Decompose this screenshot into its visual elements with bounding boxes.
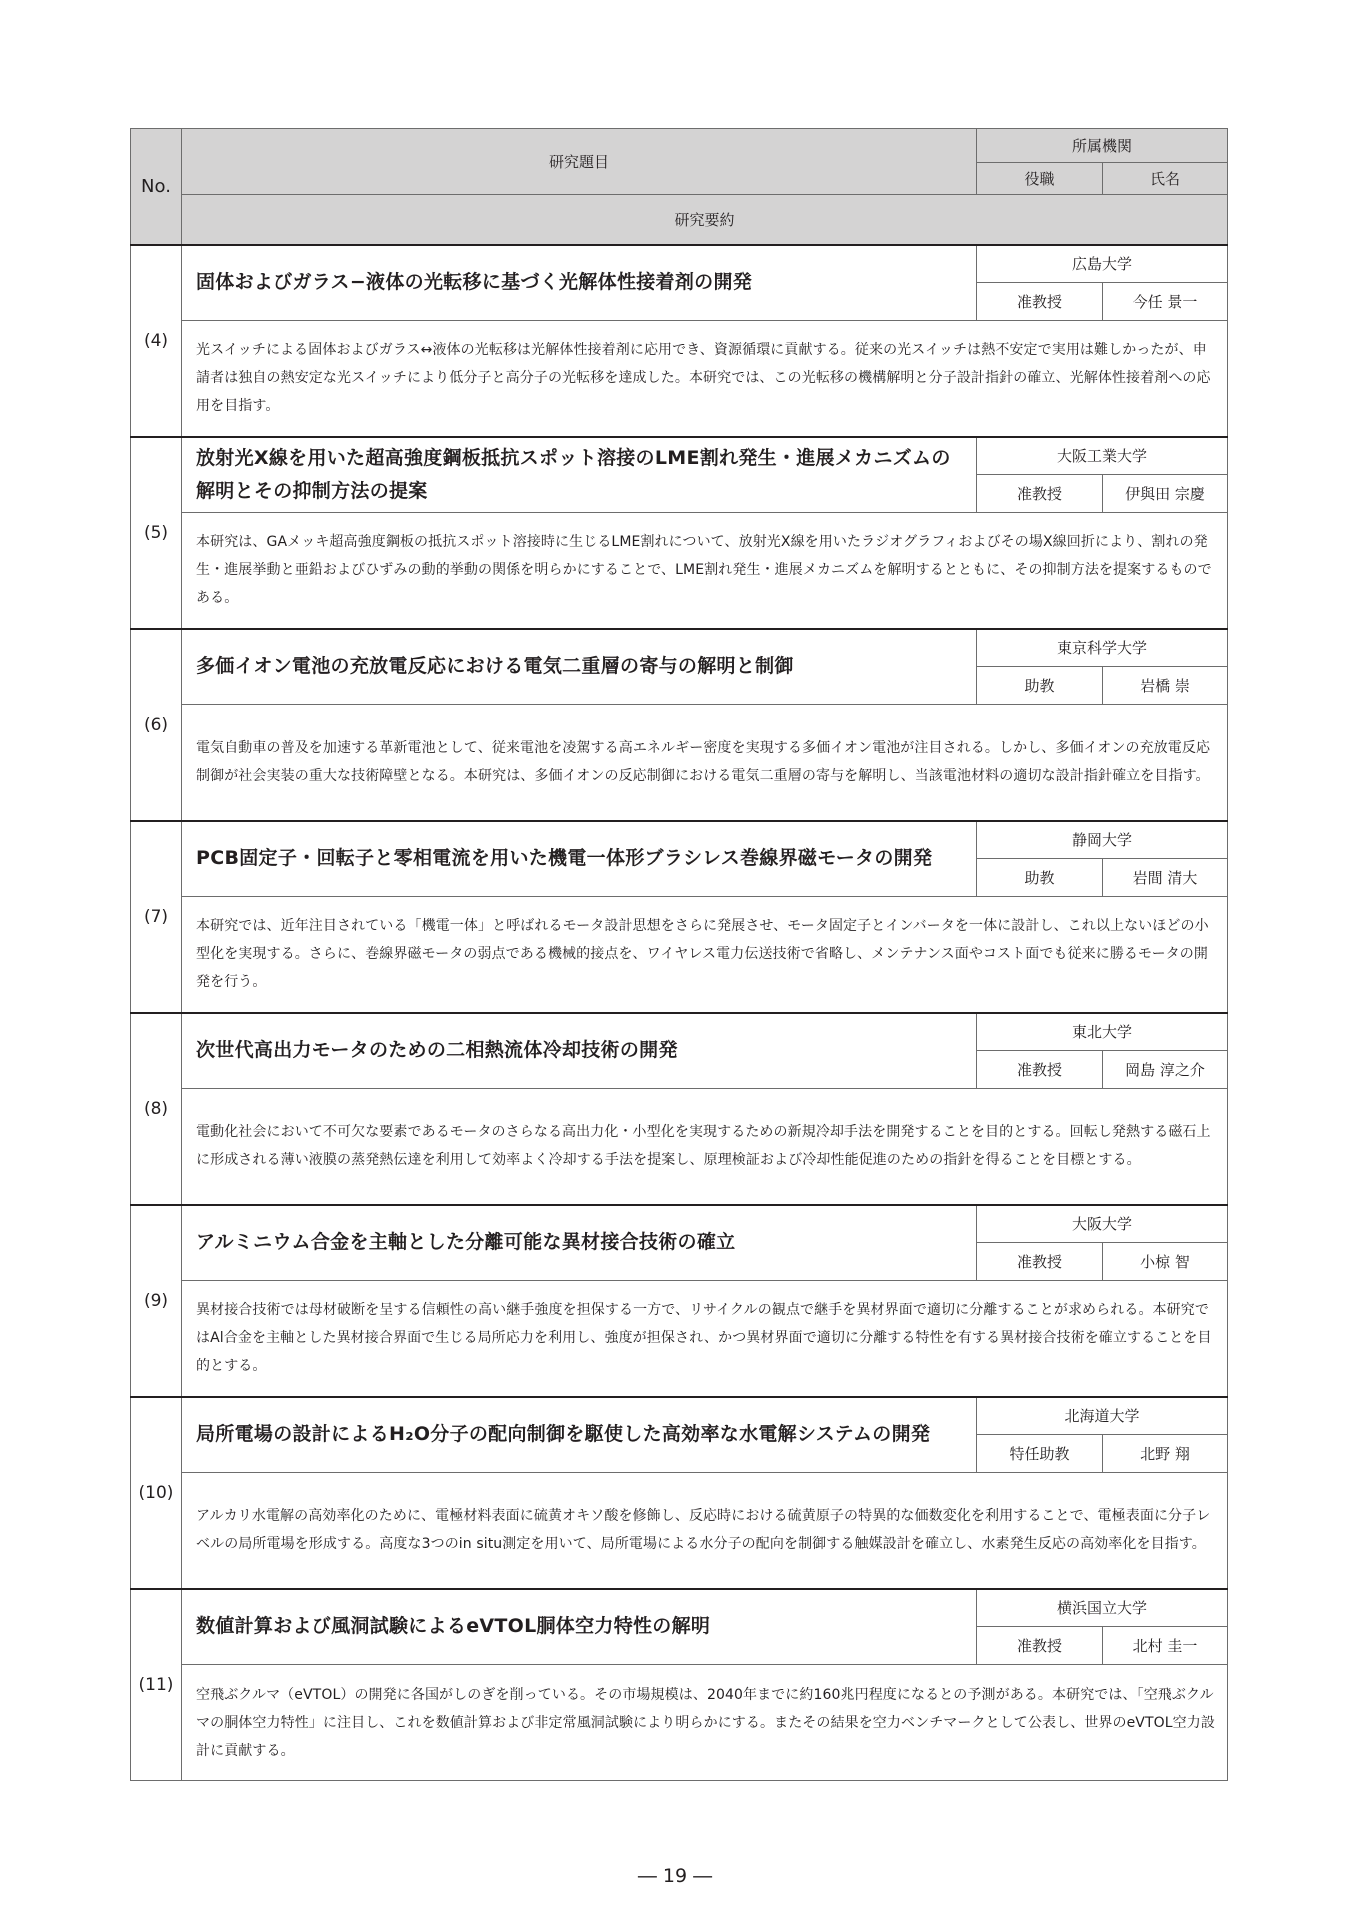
entry-institution: 大阪大学: [977, 1205, 1228, 1243]
entry-position: 准教授: [977, 475, 1103, 513]
entry-row: [131, 1205, 1228, 1243]
entry-summary: 本研究では、近年注目されている「機電一体」と呼ばれるモータ設計思想をさらに発展させ、モータ固定子とインバータを一体に設計し、これ以上ないほどの小型化を実現する。さらに、巻線界磁モータの弱点である機械的接点を、ワイヤレス電力伝送技術で省略し、メンテナンス面やコスト面でも従来に勝るモータの開発を行う。: [182, 897, 1228, 1013]
entry-summary: 電気自動車の普及を加速する革新電池として、従来電池を凌駕する高エネルギー密度を実現する多価イオン電池が注目される。しかし、多価イオンの充放電反応制御が社会実装の重大な技術障壁となる。本研究は、多価イオンの反応制御における電気二重層の寄与を解明し、当該電池材料の適切な設計指針確立を目指す。: [182, 705, 1228, 821]
header-name: 氏名: [1103, 163, 1228, 195]
entry-number: (7): [131, 821, 182, 1013]
entry-position: 助教: [977, 667, 1103, 705]
entry-institution: 東北大学: [977, 1013, 1228, 1051]
entry-number: (11): [131, 1589, 182, 1781]
entry-position: 助教: [977, 859, 1103, 897]
entry-institution: 大阪工業大学: [977, 437, 1228, 475]
entry-summary: 電動化社会において不可欠な要素であるモータのさらなる高出力化・小型化を実現するための新規冷却手法を開発することを目的とする。回転し発熱する磁石上に形成される薄い液膜の蒸発熱伝達を利用して効率よく冷却する手法を提案し、原理検証および冷却性能促進のための指針を得ることを目標とする。: [182, 1089, 1228, 1205]
entry-number: (4): [131, 245, 182, 437]
entry-institution: 北海道大学: [977, 1397, 1228, 1435]
entry-summary: 光スイッチによる固体およびガラス↔液体の光転移は光解体性接着剤に応用でき、資源循環に貢献する。従来の光スイッチは熱不安定で実用は難しかったが、申請者は独自の熱安定な光スイッチにより低分子と高分子の光転移を達成した。本研究では、この光転移の機構解明と分子設計指針の確立、光解体性接着剤への応用を目指す。: [182, 321, 1228, 437]
entry-number: (6): [131, 629, 182, 821]
research-table: [130, 128, 1228, 1781]
entry-title: アルミニウム合金を主軸とした分離可能な異材接合技術の確立: [182, 1205, 977, 1281]
header-institution: 所属機関: [977, 129, 1228, 163]
entry-position: 准教授: [977, 283, 1103, 321]
entry-row: [131, 629, 1228, 667]
entry-title: 固体およびガラス−液体の光転移に基づく光解体性接着剤の開発: [182, 245, 977, 321]
header-title: 研究題目: [182, 129, 977, 195]
entry-row: [131, 1397, 1228, 1435]
entry-row: [131, 1013, 1228, 1051]
entry-title: PCB固定子・回転子と零相電流を用いた機電一体形ブラシレス巻線界磁モータの開発: [182, 821, 977, 897]
entry-title: 次世代高出力モータのための二相熱流体冷却技術の開発: [182, 1013, 977, 1089]
entry-institution: 横浜国立大学: [977, 1589, 1228, 1627]
header-summary: 研究要約: [182, 195, 1228, 245]
entry-summary: 異材接合技術では母材破断を呈する信頼性の高い継手強度を担保する一方で、リサイクルの観点で継手を異材界面で適切に分離することが求められる。本研究ではAl合金を主軸とした異材接合界面で生じる局所応力を利用し、強度が担保され、かつ異材界面で適切に分離する特性を有する異材接合技術を確立することを目的とする。: [182, 1281, 1228, 1397]
entry-name: 今任 景一: [1103, 283, 1228, 321]
entry-number: (10): [131, 1397, 182, 1589]
entry-name: 小椋 智: [1103, 1243, 1228, 1281]
entry-row: [131, 245, 1228, 283]
entry-position: 准教授: [977, 1051, 1103, 1089]
entry-title: 局所電場の設計によるH₂O分子の配向制御を駆使した高効率な水電解システムの開発: [182, 1397, 977, 1473]
entry-name: 岡島 淳之介: [1103, 1051, 1228, 1089]
header-no: No.: [131, 129, 182, 245]
entry-institution: 東京科学大学: [977, 629, 1228, 667]
entry-title: 数値計算および風洞試験によるeVTOL胴体空力特性の解明: [182, 1589, 977, 1665]
header-position: 役職: [977, 163, 1103, 195]
entry-number: (5): [131, 437, 182, 629]
entry-name: 岩間 清大: [1103, 859, 1228, 897]
entry-title: 放射光X線を用いた超高強度鋼板抵抗スポット溶接のLME割れ発生・進展メカニズムの解明とその抑制方法の提案: [182, 437, 977, 513]
entry-institution: 静岡大学: [977, 821, 1228, 859]
entry-title: 多価イオン電池の充放電反応における電気二重層の寄与の解明と制御: [182, 629, 977, 705]
entry-summary: 本研究は、GAメッキ超高強度鋼板の抵抗スポット溶接時に生じるLME割れについて、放射光X線を用いたラジオグラフィおよびその場X線回折により、割れの発生・進展挙動と亜鉛およびひずみの動的挙動の関係を明らかにすることで、LME割れ発生・進展メカニズムを解明するとともに、その抑制方法を提案するものである。: [182, 513, 1228, 629]
entry-number: (8): [131, 1013, 182, 1205]
entry-position: 准教授: [977, 1243, 1103, 1281]
entry-row: [131, 1589, 1228, 1627]
entry-position: 特任助教: [977, 1435, 1103, 1473]
entry-name: 伊與田 宗慶: [1103, 475, 1228, 513]
entry-name: 岩橋 崇: [1103, 667, 1228, 705]
entry-row: [131, 437, 1228, 475]
entry-name: 北村 圭一: [1103, 1627, 1228, 1665]
entry-name: 北野 翔: [1103, 1435, 1228, 1473]
entry-summary: アルカリ水電解の高効率化のために、電極材料表面に硫黄オキソ酸を修飾し、反応時における硫黄原子の特異的な価数変化を利用することで、電極表面に分子レベルの局所電場を形成する。高度な3つのin situ測定を用いて、局所電場による水分子の配向を制御する触媒設計を確立し、水素発生反応の高効率化を目指す。: [182, 1473, 1228, 1589]
entry-row: [131, 821, 1228, 859]
entry-summary: 空飛ぶクルマ（eVTOL）の開発に各国がしのぎを削っている。その市場規模は、2040年までに約160兆円程度になるとの予測がある。本研究では、「空飛ぶクルマの胴体空力特性」に注目し、これを数値計算および非定常風洞試験により明らかにする。またその結果を空力ベンチマークとして公表し、世界のeVTOL空力設計に貢献する。: [182, 1665, 1228, 1781]
entry-institution: 広島大学: [977, 245, 1228, 283]
entry-number: (9): [131, 1205, 182, 1397]
page-number: ― 19 ―: [637, 1865, 713, 1887]
entry-position: 准教授: [977, 1627, 1103, 1665]
